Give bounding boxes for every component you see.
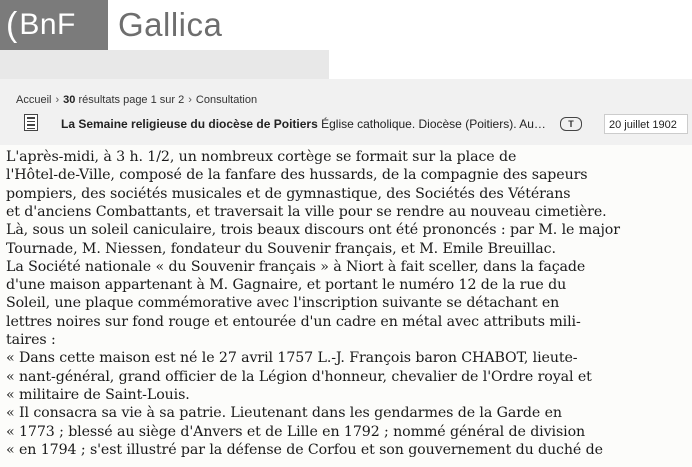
scanned-page: [0, 145, 692, 467]
results-count[interactable]: 30: [63, 94, 76, 106]
scan-text-line: L'après-midi, à 3 h. 1/2, un nombreux cortège se formait sur la place de: [6, 149, 517, 165]
document-title: [61, 117, 547, 131]
scan-text-line: « 1773 ; blessé au siège d'Anvers et de Lille en 1792 ; nommé général de division: [6, 423, 586, 440]
document-info-panel: [0, 79, 692, 145]
issue-date-field[interactable]: 20 juillet 1902: [604, 114, 688, 134]
breadcrumb-home[interactable]: Accueil: [16, 94, 52, 106]
document-title-main: La Semaine religieuse du diocèse de Poitiers: [61, 117, 318, 131]
scan-text-line: « militaire de Saint-Louis.: [6, 386, 190, 403]
scan-text-line: « Dans cette maison est né le 27 avril 1757 L.-J. François baron CHABOT, lieute-: [6, 350, 578, 367]
logo-paren: (: [6, 5, 18, 44]
scan-text-line: d'une maison appartenant à M. Gagnaire, et portant le numéro 12 de la rue du: [6, 277, 567, 294]
scan-text-line: et d'anciens Combattants, et traversait la ville pour se rendre au nouveau cimetière.: [6, 203, 607, 220]
breadcrumb-current: Consultation: [195, 94, 258, 106]
scan-text-line: taires :: [6, 332, 56, 348]
scan-text-line: Soleil, une plaque commémorative avec l'inscription suivante se détachant en: [6, 295, 560, 312]
bnf-logo[interactable]: [0, 0, 108, 50]
breadcrumb-results[interactable]: résultats page 1 sur 2: [78, 94, 185, 106]
site-name[interactable]: Gallica: [118, 6, 223, 43]
scan-text-line: lettres noires sur fond rouge et entourée d'un cadre en métal avec attributs mili-: [6, 313, 581, 330]
scan-text-line: Tournade, M. Niessen, fondateur du Souvenir français, et M. Emile Breuillac.: [6, 240, 556, 257]
document-title-authors: Église catholique. Diocèse (Poitiers). Aut...: [321, 117, 547, 131]
scan-text-line: pompiers, des sociétés musicales et de gymnastique, des Sociétés des Vétérans: [6, 185, 571, 202]
text-mode-icon[interactable]: T: [560, 117, 582, 131]
scan-text-line: l'Hôtel-de-Ville, composé de la fanfare des hussards, de la compagnie des sapeurs: [6, 167, 588, 184]
breadcrumb: Accueil › 30 résultats page 1 sur 2 › Consultation: [16, 94, 258, 106]
scan-text-line: « Il consacra sa vie à sa patrie. Lieutenant dans les gendarmes de la Garde en: [6, 405, 562, 422]
header-bar: [0, 50, 329, 79]
scan-text-line: « en 1794 ; s'est illustré par la défense de Corfou et son gouvernement du duché de: [6, 441, 603, 458]
scan-text-line: La Société nationale « du Souvenir français » à Niort à fait sceller, dans la façade: [6, 258, 586, 275]
document-icon: [24, 114, 38, 131]
scan-text-line: Là, sous un soleil caniculaire, trois beaux discours ont été prononcés : par M. le major: [6, 222, 620, 239]
scan-text-line: « nant-général, grand officier de la Légion d'honneur, chevalier de l'Ordre royal et: [6, 368, 592, 385]
logo-text: BnF: [19, 8, 76, 41]
